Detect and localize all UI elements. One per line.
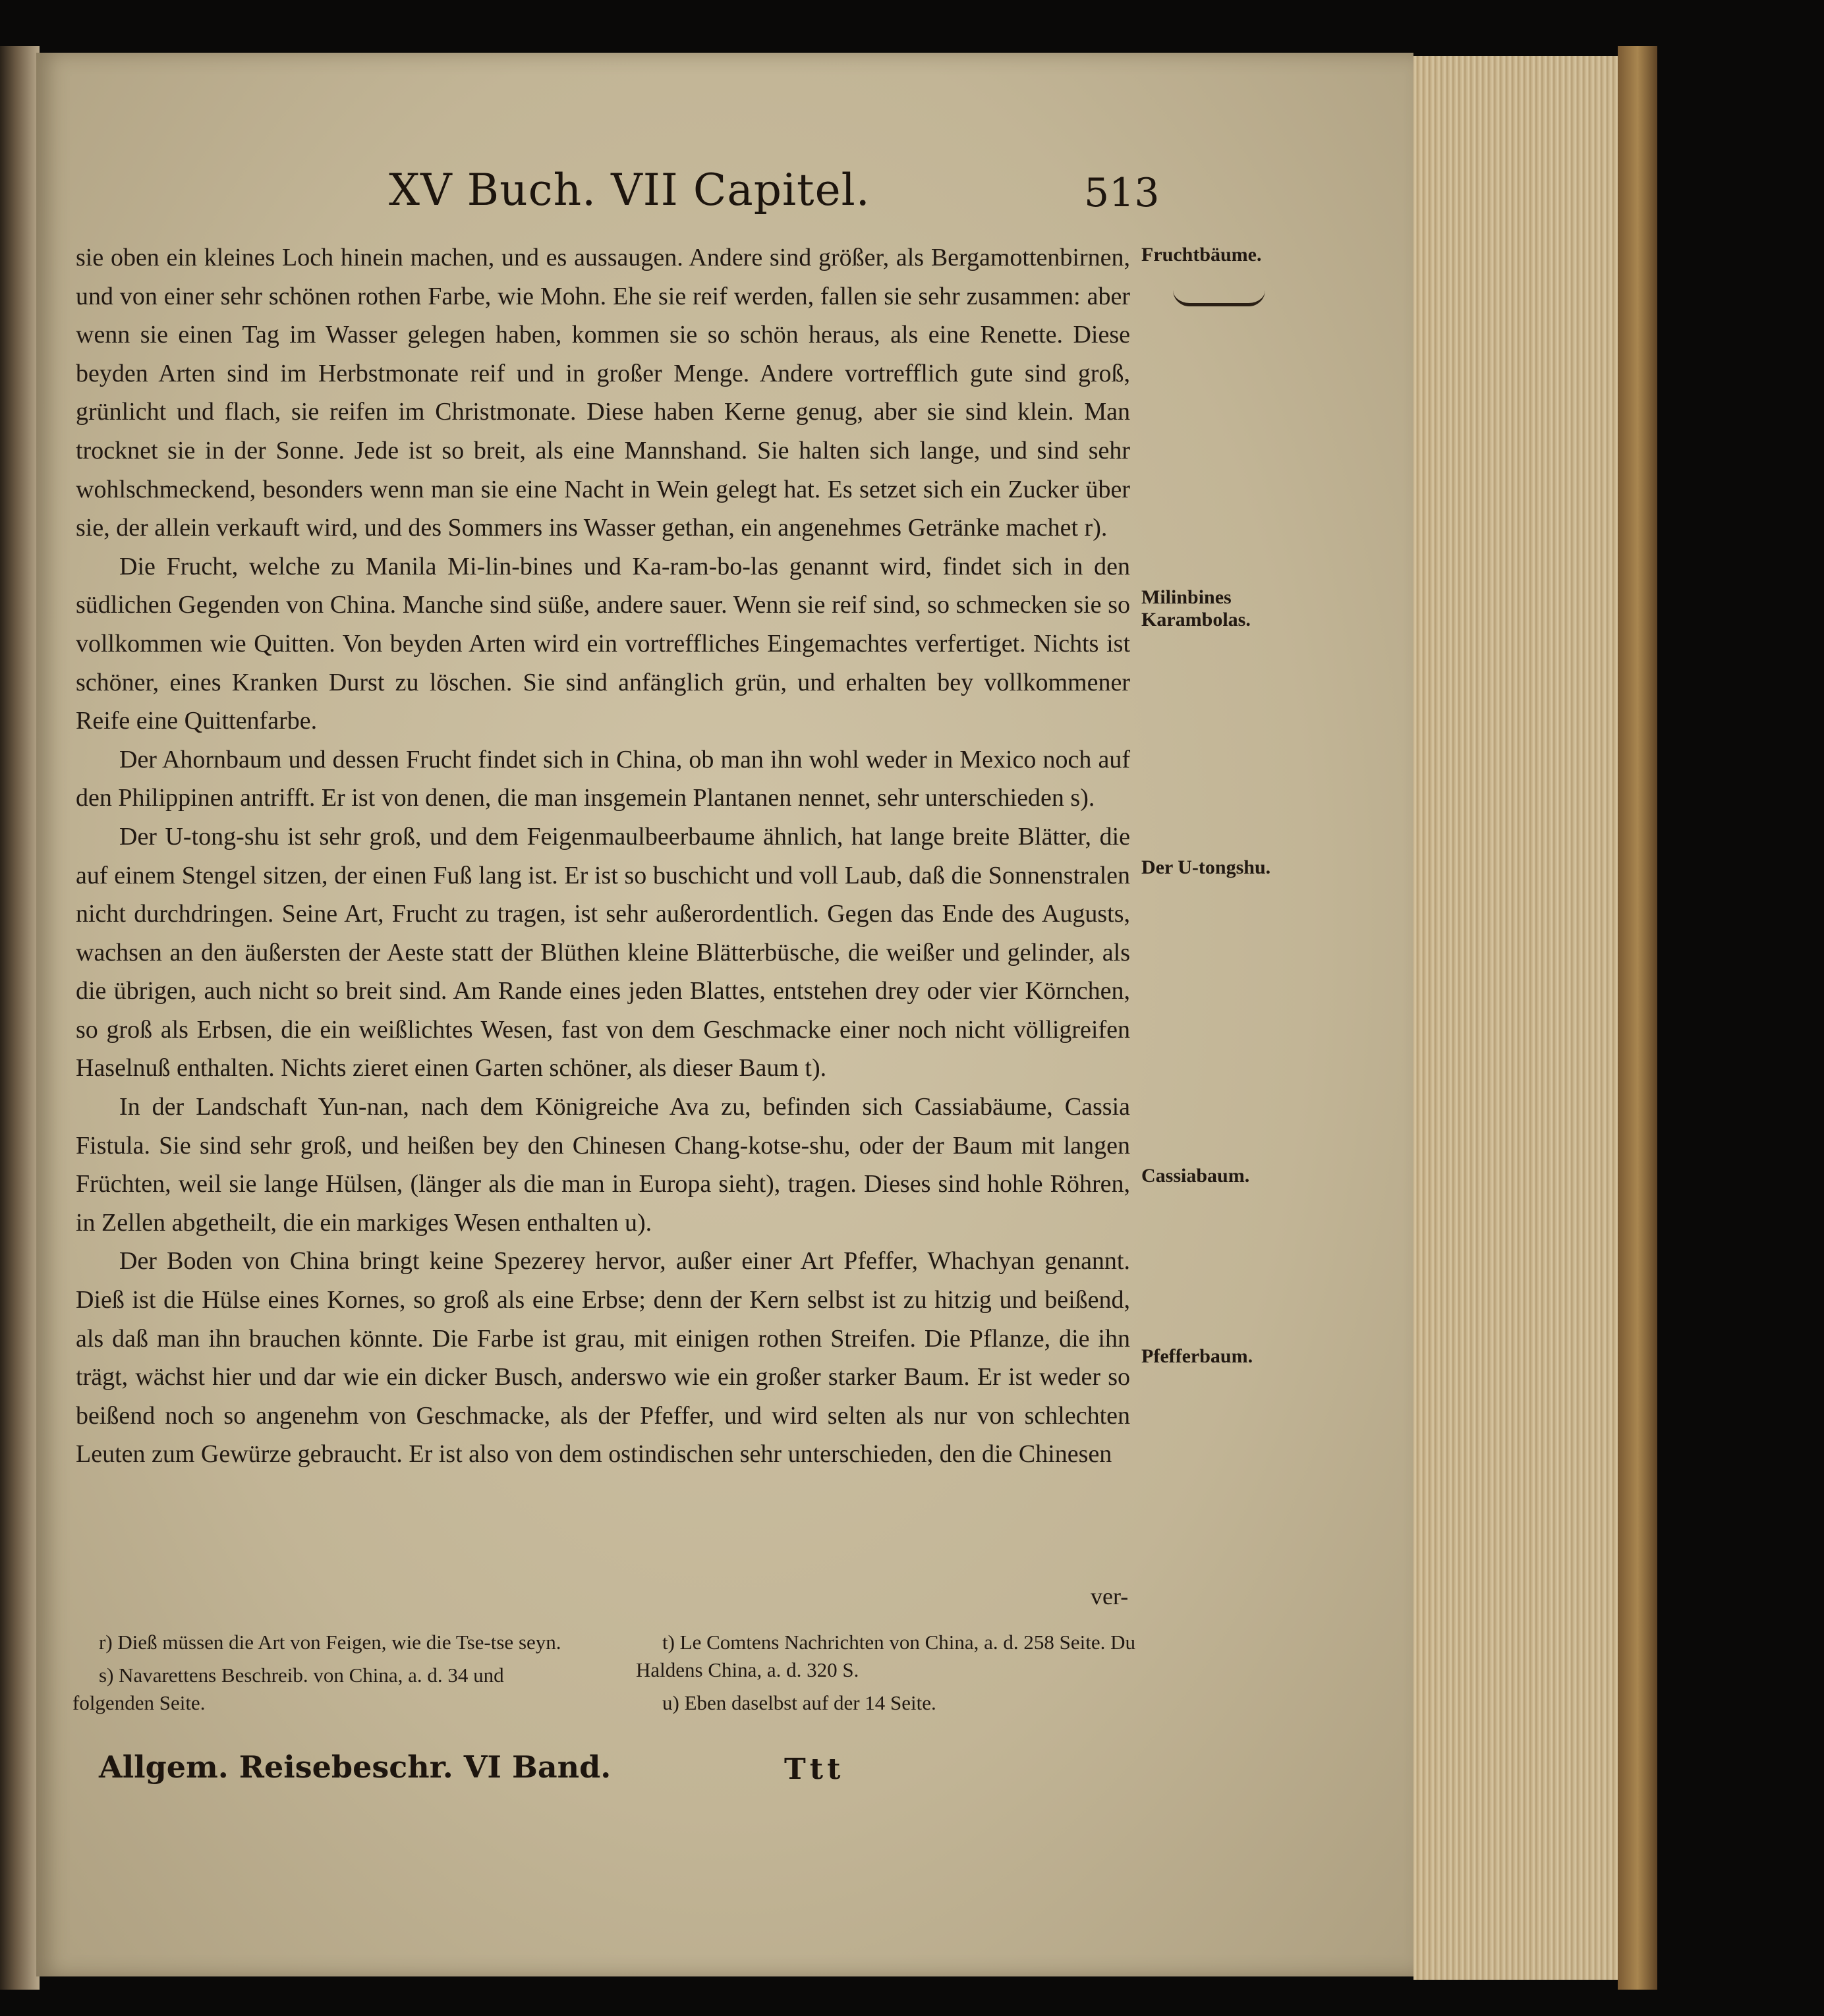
page-block-edges: [1413, 56, 1618, 1980]
marginal-note-utongshu: Der U-tongshu.: [1141, 856, 1271, 878]
footnote: t) Le Comtens Nachrichten von China, a. d. 258 Seite. Du Haldens China, a. d. 320 S.: [636, 1631, 1136, 1681]
paragraph: Der Boden von China bringt keine Spezerey hervor, außer einer Art Pfeffer, Whachyan genannt. Dieß ist die Hülse eines Kornes, so groß als eine Erbse; denn der Kern selbst ist zu hitzig und beißend, als daß man ihn brauchen könnte. Die Farbe ist grau, mit einigen rothen Streifen. Die Pflanze, die ihn trägt, wächst hier und dar wie ein dicker Busch, anderswo wie ein großer starker Baum. Er ist weder so beißend noch so angenehm von Geschmacke, als der Pfeffer, und wird selten als nur von schlechten Leuten zum Gewürze gebraucht. Er ist also von dem ostindischen sehr unterschieden, den die Chinesen: [76, 1247, 1130, 1469]
marginal-note-fruchtbaume: Fruchtbäume.: [1141, 244, 1262, 266]
marginal-note-milinbines: Milinbines Karambolas.: [1141, 586, 1251, 630]
footnotes-left-column: [72, 1629, 580, 1722]
signature-mark: Ttt: [784, 1752, 845, 1786]
footnote: u) Eben daselbst auf der 14 Seite.: [662, 1691, 936, 1714]
marginal-note-cassiabaum: Cassiabaum.: [1141, 1165, 1250, 1187]
paragraph: sie oben ein kleines Loch hinein machen, und es aussaugen. Andere sind größer, als Bergamottenbirnen, und von einer sehr schönen rothen Farbe, wie Mohn. Ehe sie reif werden, fallen sie sehr zusammen: aber wenn sie einen Tag im Wasser gelegen haben, kommen sie so schön heraus, als eine Renette. Diese beyden Arten sind im Herbstmonate reif und in großer Menge. Andere vortrefflich gute sind groß, grünlicht und flach, sie reifen im Christmonate. Diese haben Kerne genug, aber sie sind klein. Man trocknet sie in der Sonne. Jede ist so breit, als eine Mannshand. Sie halten sich lange, und sind sehr wohlschmeckend, besonders wenn man sie eine Nacht in Wein gelegt hat. Es setzet sich ein Zucker über sie, der allein verkauft wird, und des Sommers ins Wasser gethan, ein angenehmes Getränke machet r).: [76, 244, 1130, 542]
footnote: s) Navarettens Beschreib. von China, a. d. 34 und folgenden Seite.: [72, 1664, 504, 1714]
footnotes-right-column: [636, 1629, 1143, 1722]
footnote: r) Dieß müssen die Art von Feigen, wie die Tse-tse seyn.: [99, 1631, 561, 1654]
catchword: ver-: [1091, 1583, 1129, 1610]
paragraph: In der Landschaft Yun-nan, nach dem Königreiche Ava zu, befinden sich Cassiabäume, Cassia Fistula. Sie sind sehr groß, und heißen bey den Chinesen Chang-kotse-shu, oder der Baum mit langen Früchten, weil sie lange Hülsen, (länger als die man in Europa sieht), tragen. Dieses sind hohle Röhren, in Zellen abgetheilt, die ein markiges Wesen enthalten u).: [76, 1093, 1130, 1237]
marginal-brace: [1173, 290, 1265, 306]
paragraph: Der Ahornbaum und dessen Frucht findet sich in China, ob man ihn wohl weder in Mexico noch auf den Philippinen antrifft. Er ist von denen, die man insgemein Plantanen nennet, sehr unterschieden s).: [76, 745, 1130, 812]
signature-line: Allgem. Reisebeschr. VI Band.: [99, 1749, 612, 1785]
running-head: XV Buch. VII Capitel.: [389, 165, 870, 215]
page-number: 513: [1084, 170, 1160, 216]
page-header: [0, 165, 1824, 224]
main-text: [76, 238, 1130, 1474]
paragraph: Der U-tong-shu ist sehr groß, und dem Feigenmaulbeerbaume ähnlich, hat lange breite Blätter, die auf einem Stengel sitzen, der einen Fuß lang ist. Er ist so buschicht und voll Laub, daß die Sonnenstralen nicht durchdringen. Seine Art, Frucht zu tragen, ist sehr außerordentlich. Gegen das Ende des Augusts, wachsen an den äußersten der Aeste statt der Blüthen kleine Blätterbüsche, die weißer und gelinder, als die übrigen, auch nicht so breit sind. Am Rande eines jeden Blattes, entstehen drey oder vier Körnchen, so groß als Erbsen, die ein weißlichtes Wesen, fast von dem Geschmacke einer noch nicht völligreifen Haselnuß enthalten. Nichts zieret einen Garten schöner, als dieser Baum t).: [76, 822, 1130, 1082]
marginal-note-pfefferbaum: Pfefferbaum.: [1141, 1345, 1253, 1367]
book-cover-edge: [1618, 46, 1657, 1990]
facing-page-edge: [0, 46, 40, 1990]
paragraph: Die Frucht, welche zu Manila Mi-lin-bines und Ka-ram-bo-las genannt wird, findet sich in den südlichen Gegenden von China. Manche sind süße, andere sauer. Wenn sie reif sind, so schmecken sie so vollkommen wie Quitten. Von beyden Arten wird ein vortreffliches Eingemachtes verfertiget. Nichts ist schöner, eines Kranken Durst zu löschen. Sie sind anfänglich grün, und erhalten bey vollkommener Reife eine Quittenfarbe.: [76, 552, 1130, 735]
